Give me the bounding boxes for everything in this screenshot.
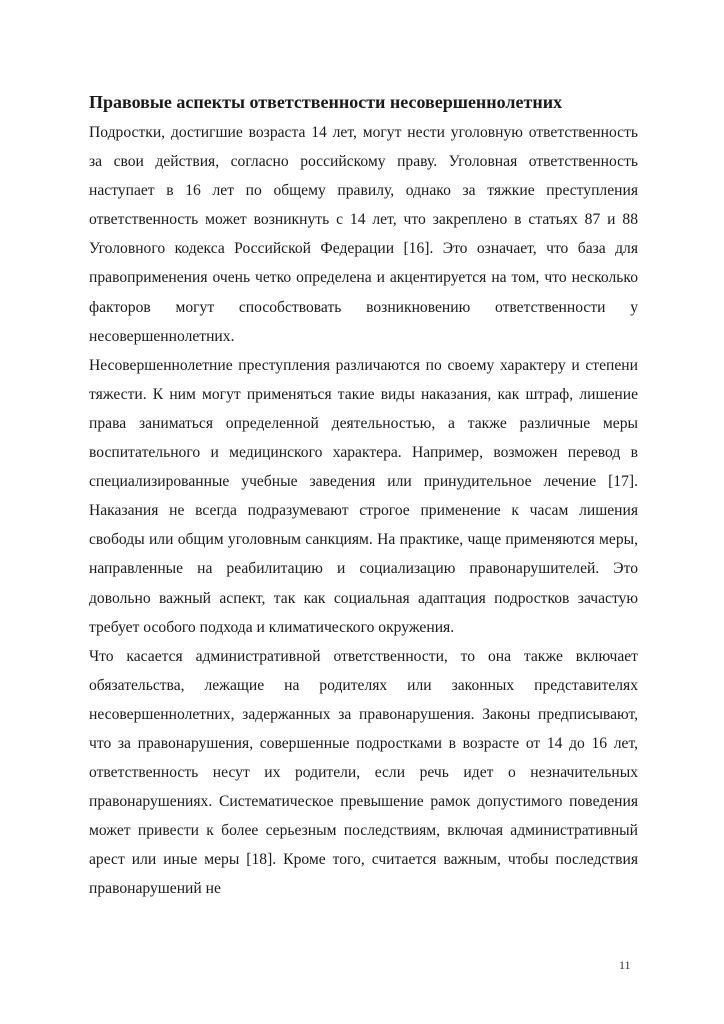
paragraph-punishment-types: Несовершеннолетние преступления различаются по своему характеру и степени тяжести. К ним могут применяться такие виды наказания, как штраф, лишение права заниматься определенной деятельностью, а также различные меры воспитательного и медицинского характера. Например, возможен перевод в специализированные учебные заведения или принудительное лечение [17]. Наказания не всегда подразумевают строгое применение к часам лишения свободы или общим уголовным санкциям. На практике, чаще применяются меры, направленные на реабилитацию и социализацию правонарушителей. Это довольно важный аспект, так как социальная адаптация подростков зачастую требует особого подхода и климатического окружения.	[89, 356, 638, 636]
page-content	[89, 90, 638, 904]
page-number: 11	[619, 958, 631, 972]
section-title: Правовые аспекты ответственности несовершеннолетних	[89, 92, 563, 112]
paragraph-administrative-liability: Что касается административной ответственности, то она также включает обязательства, лежащие на родителях или законных представителях несовершеннолетних, задержанных за правонарушения. Законы предписывают, что за правонарушения, совершенные подростками в возрасте от 14 до 16 лет, ответственность несут их родители, если речь идет о незначительных правонарушениях. Систематическое превышение рамок допустимого поведения может привести к более серьезным последствиям, включая административный арест или иные меры [18]. Кроме того, считается важным, чтобы последствия правонарушений не	[89, 647, 638, 898]
paragraph-criminal-liability: Подростки, достигшие возраста 14 лет, могут нести уголовную ответственность за свои действия, согласно российскому праву. Уголовная ответственность наступает в 16 лет по общему правилу, однако за тяжкие преступления ответственность может возникнуть с 14 лет, что закреплено в статьях 87 и 88 Уголовного кодекса Российской Федерации [16]. Это означает, что база для правоприменения очень четко определена и акцентируется на том, что несколько факторов могут способствовать возникновению ответственности у несовершеннолетних.	[89, 124, 638, 345]
